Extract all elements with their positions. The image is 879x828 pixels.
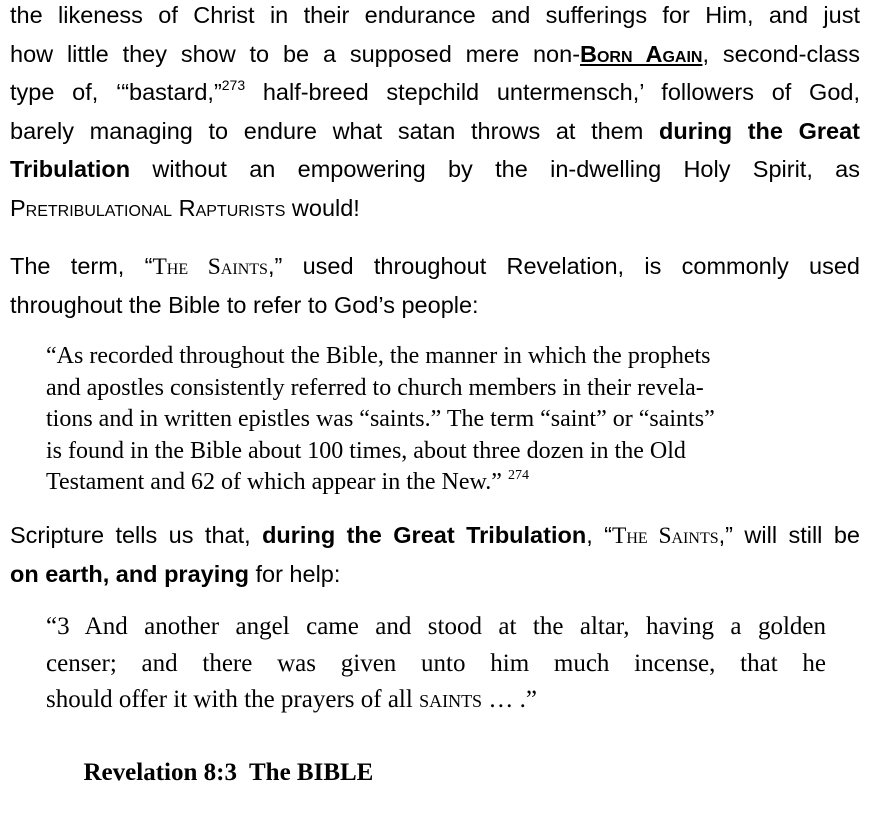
text-run: would!	[285, 194, 360, 221]
quote-line: and apostles consistently referred to church members in their revela-	[46, 374, 704, 401]
paragraph-line	[10, 195, 360, 221]
text-run: without an empowering by the in-dwelling Holy Spirit, as	[130, 156, 860, 183]
paragraph-scripture	[10, 516, 860, 593]
footnote-ref-273: 273	[221, 77, 246, 94]
text-run: how little they show to be a supposed mere non-	[10, 40, 581, 67]
paragraph-line: the likeness of Christ in their endurance and sufferings for Him, and just	[10, 2, 860, 28]
paragraph-line	[10, 112, 860, 151]
scripture-citation: Revelation 8:3 The BIBLE	[83, 759, 374, 786]
text-run: Scripture tells us that,	[10, 522, 263, 548]
paragraph-line	[10, 247, 860, 287]
text-run: , “	[586, 522, 612, 548]
text-run: ,” will still be	[718, 522, 860, 548]
paragraph-line	[10, 35, 860, 74]
saints-term: saints	[419, 686, 483, 713]
paragraph-line	[10, 73, 860, 112]
emphasis-text: on earth, and praying	[10, 560, 249, 587]
paragraph-line	[10, 150, 860, 189]
quote-line: tions and in written epistles was “saints.” The term “saint” or “saints”	[46, 406, 715, 433]
block-quote-saints	[46, 341, 816, 499]
footnote-ref-274: 274	[507, 468, 529, 484]
quote-line: “3 And another angel came and stood at the altar, having a golden	[46, 613, 826, 640]
text-run: , second-class	[702, 40, 860, 67]
paragraph-line	[10, 516, 860, 556]
paragraph-line	[10, 561, 340, 587]
text-run: … .”	[482, 686, 537, 713]
text-run: type of, ‘“bastard,”	[10, 79, 222, 106]
quote-line: censer; and there was given unto him much incense, that he	[46, 649, 826, 677]
quote-line	[46, 686, 537, 713]
saints-term: The Saints	[152, 254, 268, 280]
text-run: for help:	[248, 560, 341, 587]
paragraph-line: throughout the Bible to refer to God’s people:	[10, 291, 479, 318]
born-again-term: Born Again	[580, 40, 703, 67]
text-run: should offer it with the prayers of all	[46, 686, 420, 713]
smallcaps-term: Pretribulational Rapturists	[10, 194, 286, 221]
paragraph-endurance	[10, 0, 860, 228]
emphasis-text: Tribulation	[10, 156, 131, 183]
text-run: The term, “	[10, 253, 153, 279]
quote-line: Testament and 62 of which appear in the New.”	[46, 469, 502, 496]
block-quote-revelation	[46, 609, 826, 828]
emphasis-text: during the Great	[658, 117, 861, 144]
emphasis-text: during the Great Tribulation	[262, 522, 587, 548]
text-run: half-breed stepchild untermensch,’ followers of God,	[245, 79, 860, 106]
text-run: ,” used throughout Revelation, is commonly used	[267, 253, 860, 279]
quote-line: is found in the Bible about 100 times, about three dozen in the Old	[46, 437, 686, 464]
text-run: barely managing to endure what satan throws at them	[10, 117, 659, 144]
quote-line: “As recorded throughout the Bible, the manner in which the prophets	[46, 343, 711, 369]
paragraph-saints-term	[10, 247, 860, 324]
saints-term: The Saints	[611, 523, 719, 549]
